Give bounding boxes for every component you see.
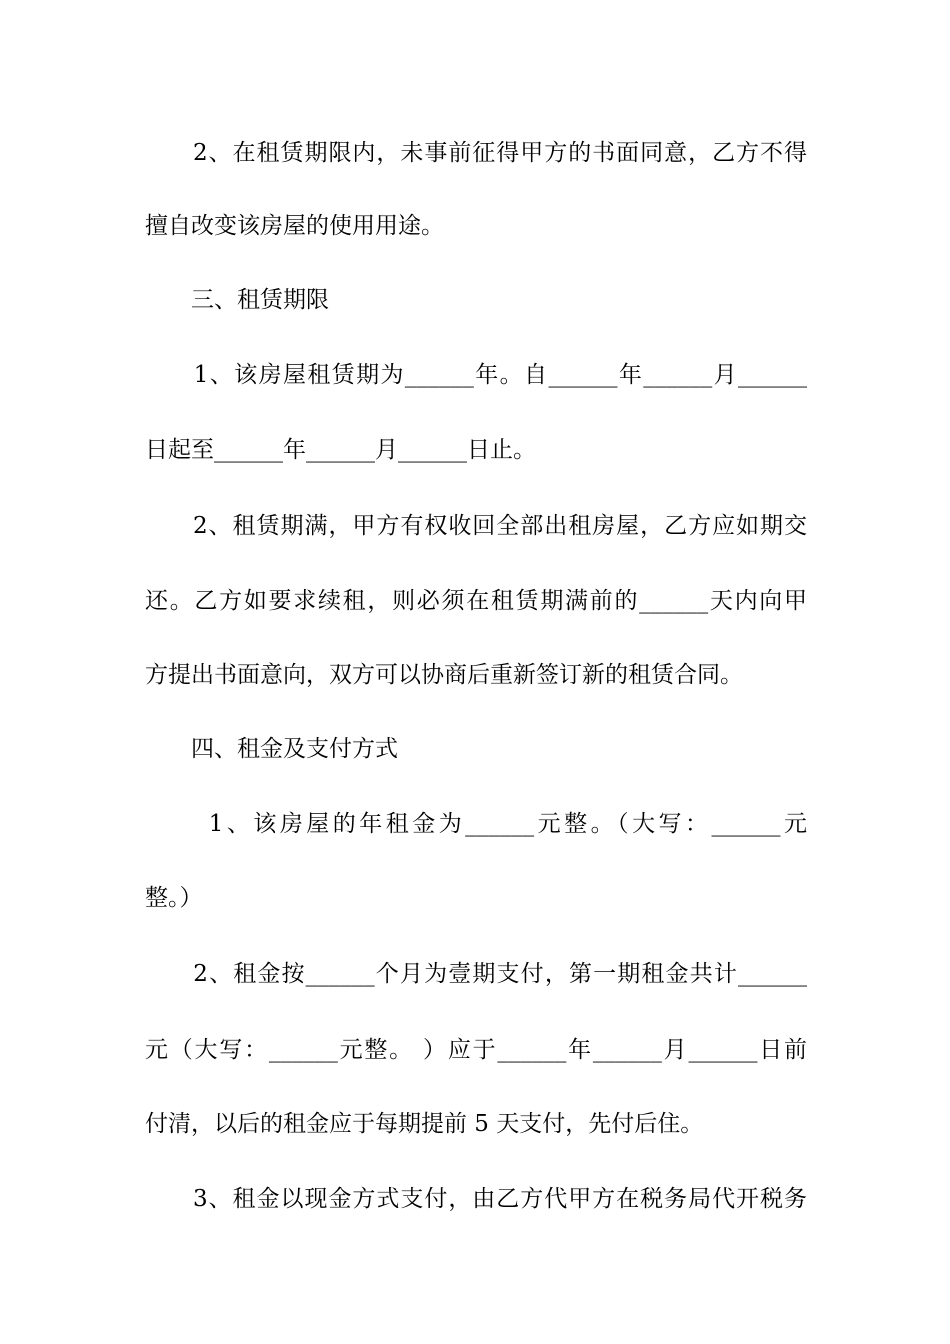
paragraph-line-14: 付清，以后的租金应于每期提前 5 天支付，先付后住。 <box>145 1111 704 1137</box>
paragraph-line-13: 元（大写：______元整。 ）应于______年______月______日前 <box>145 1037 807 1063</box>
paragraph-line-15: 3、租金以现金方式支付，由乙方代甲方在税务局代开税务 <box>145 1186 807 1212</box>
paragraph-line-7: 还。乙方如要求续租，则必须在租赁期满前的______天内向甲 <box>145 588 807 614</box>
paragraph-line-2: 擅自改变该房屋的使用用途。 <box>145 213 444 239</box>
paragraph-line-1: 2、在租赁期限内，未事前征得甲方的书面同意，乙方不得 <box>145 140 807 166</box>
paragraph-line-11: 整。） <box>145 885 203 911</box>
paragraph-line-8: 方提出书面意向，双方可以协商后重新签订新的租赁合同。 <box>145 662 743 688</box>
paragraph-line-4: 1、该房屋租赁期为______年。自______年______月______ <box>145 362 807 388</box>
paragraph-line-12: 2、租金按______个月为壹期支付，第一期租金共计______ <box>145 961 807 987</box>
section-heading-rent-payment: 四、租金及支付方式 <box>145 736 398 762</box>
paragraph-line-5: 日起至______年______月______日止。 <box>145 437 536 463</box>
paragraph-line-6: 2、租赁期满，甲方有权收回全部出租房屋，乙方应如期交 <box>145 513 807 539</box>
paragraph-line-10: 1、该房屋的年租金为______元整。（大写：______元 <box>145 811 807 837</box>
section-heading-lease-term: 三、租赁期限 <box>145 287 329 313</box>
